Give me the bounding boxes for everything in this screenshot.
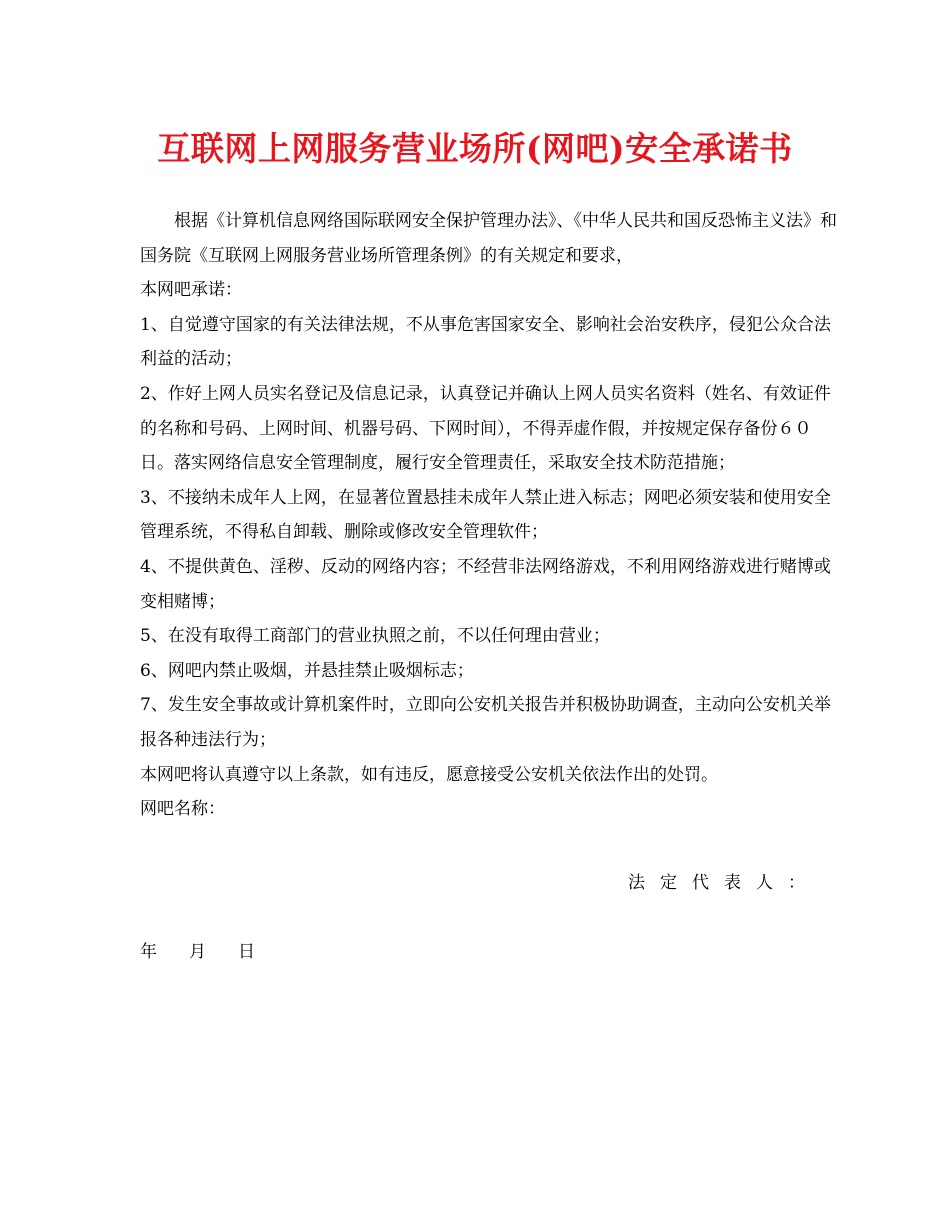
document-body <box>140 204 840 827</box>
date-year-label: 年 <box>140 942 157 962</box>
date-day-label: 日 <box>238 942 255 962</box>
commitment-item-3: 3、不接纳未成年人上网，在显著位置悬挂未成年人禁止进入标志；网吧必须安装和使用安全管理系统，不得私自卸载、删除或修改安全管理软件； <box>140 487 831 543</box>
document-title: 互联网上网服务营业场所(网吧)安全承诺书 <box>157 129 793 168</box>
date-line <box>140 935 255 969</box>
commitment-item-2: 2、作好上网人员实名登记及信息记录，认真登记并确认上网人员实名资料（姓名、有效证件的名称和号码、上网时间、机器号码、下网时间），不得弄虚作假，并按规定保存备份６０日。落实网络信息安全管理制度，履行安全管理责任，采取安全技术防范措施； <box>140 383 831 474</box>
date-month-label: 月 <box>189 942 206 962</box>
closing-statement: 本网吧将认真遵守以上条款，如有违反，愿意接受公安机关依法作出的处罚。 <box>140 764 718 785</box>
commitment-item-7: 7、发生安全事故或计算机案件时，立即向公安机关报告并积极协助调查，主动向公安机关举报各种违法行为； <box>140 695 831 750</box>
commitment-item-4: 4、不提供黄色、淫秽、反动的网络内容；不经营非法网络游戏，不利用网络游戏进行赌博或变相赌博； <box>140 556 831 612</box>
commitment-item-1: 1、自觉遵守国家的有关法律法规，不从事危害国家安全、影响社会治安秩序，侵犯公众合法利益的活动； <box>140 314 831 370</box>
commitment-item-6: 6、网吧内禁止吸烟，并悬挂禁止吸烟标志； <box>140 660 474 681</box>
intro-paragraph: 根据《计算机信息网络国际联网安全保护管理办法》、《中华人民共和国反恐怖主义法》和国务院《互联网上网服务营业场所管理条例》的有关规定和要求， <box>140 211 837 266</box>
cafe-name-label: 网吧名称： <box>140 799 225 820</box>
commitment-lead: 本网吧承诺： <box>140 280 242 301</box>
commitment-item-5: 5、在没有取得工商部门的营业执照之前，不以任何理由营业； <box>140 626 610 647</box>
legal-representative-label: 法定代表人： <box>628 873 820 893</box>
